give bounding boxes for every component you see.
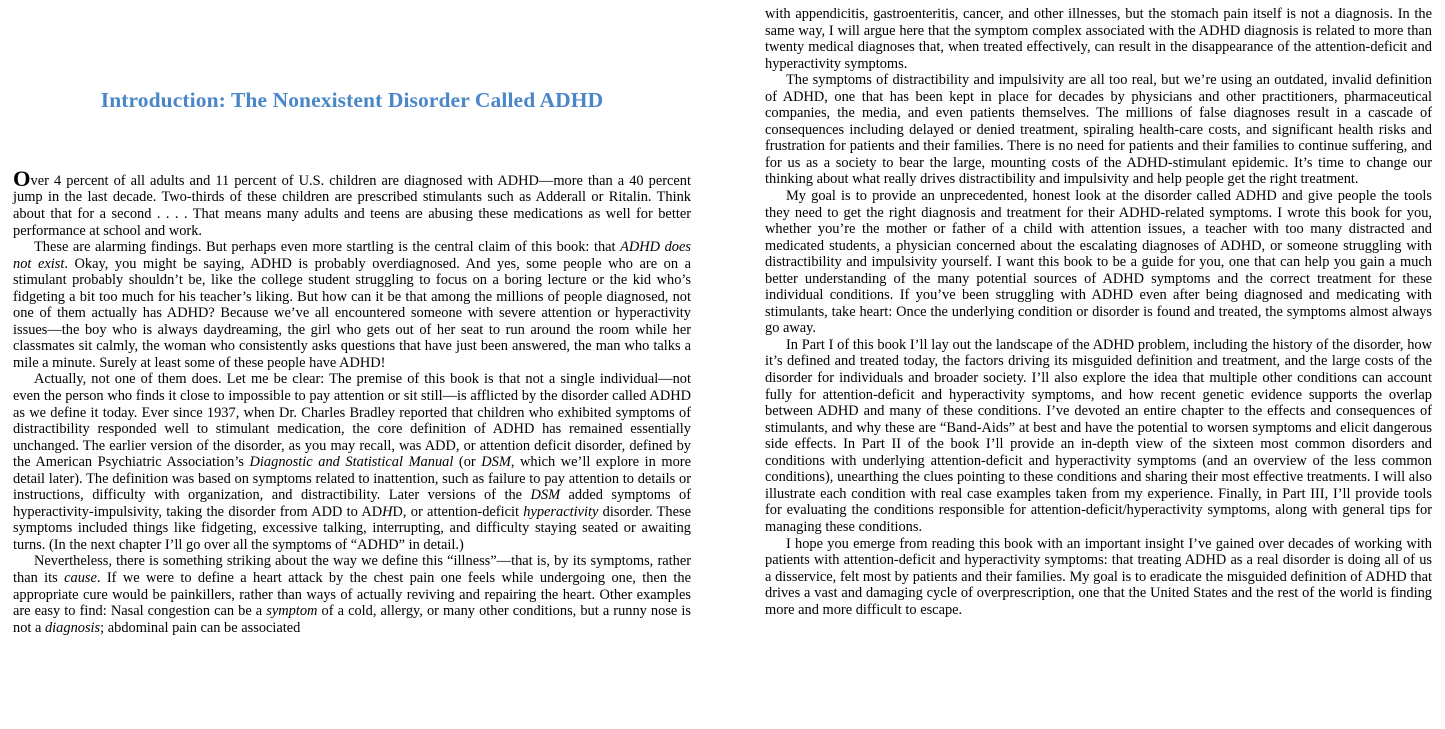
emphasis-symptom: symptom [266,603,318,620]
paragraph-4 [13,553,691,636]
drop-cap-initial: O [13,166,31,192]
paragraph-4-text-d: ; abdominal pain can be associated [100,619,301,636]
paragraph-3-text-a: Actually, not one of them does. Let me be clear: The premise of this book is that not a single individual—not even the person who finds it close to impossible to pay attention or sit still—is afflicted by the disorder called ADHD as we define it today. Ever since 1937, when Dr. Charles Bradley reported that children who exhibited symptoms of distractibility responded well to stimulant medication, the core definition of ADHD has remained essentially unchanged. The earlier version of the disorder, as you may recall, was ADD, or attention deficit disorder, defined by the American Psychiatric Association’s [13,371,691,471]
paragraph-1 [13,166,691,239]
paragraph-3-text-c: , which we’ll explore in more detail later). The definition was based on symptoms related to inattention, such as failure to pay attention to details or instructions, difficulty with organization, and distractibility. Later versions of the [13,454,691,504]
right-column [732,0,1445,618]
paragraph-4-text-a: Nevertheless, there is something striking about the way we define this “illness”—that is, by its symptoms, rather than its [13,553,691,586]
paragraph-2-text-b: . Okay, you might be saying, ADHD is probably overdiagnosed. And yes, some people who are on a stimulant probably shouldn’t be, like the college student struggling to focus on a boring lecture or the kid who’s fidgeting a bit too much for his teacher’s liking. But how can it be that among the millions of people diagnosed, not one of them actually has ADHD? Because we’ve all encountered someone with severe attention or hyperactivity issues—the boy who is always daydreaming, the girl who gets out of her seat to run around the room while her classmates sit calmly, the woman who consistently asks questions that have just been answered, the man who talks a mile a minute. Surely at least some of these people have ADHD! [13,255,691,371]
emphasis-dsm-title: Diagnostic and Statistical Manual [249,454,454,471]
paragraph-2 [13,239,691,371]
left-column-body [13,114,691,636]
paragraph-2-text-a: These are alarming findings. But perhaps even more startling is the central claim of this book: that [34,239,621,256]
emphasis-h-letter: H [382,503,393,520]
emphasis-cause: cause [64,570,97,586]
paragraph-3-text-d: added symptoms of hyperactivity-impulsivity, taking the disorder from ADD to AD [13,487,691,520]
paragraph-3-text-b: (or [453,454,482,471]
paragraph-4-text-b: . If we were to define a heart attack by the chest pain one feels while undergoing one, then the appropriate cure would be painkillers, rather than ways of actually reviving and repairing the heart. Other examples are easy to find: Nasal congestion can be a [13,570,691,620]
emphasis-hyperactivity: hyperactivity [523,503,599,520]
paragraph-8: In Part I of this book I’ll lay out the landscape of the ADHD problem, including the history of the disorder, how it’s defined and treated today, the factors driving its misguided definition and treatment, and the large costs of the disorder for individuals and broader society. I’ll also explore the idea that multiple other conditions can account fully for attention-deficit and hyperactivity symptoms, and how recent genetic evidence supports the overlap between ADHD and many of these conditions. I’ve devoted an entire chapter to the effects and consequences of stimulants, and why these are “Band-Aids” at best and have the potential to worsen symptoms and elicit dangerous side effects. In Part II of the book I’ll provide an in-depth view of the sixteen most common disorders and conditions with underlying attention-deficit and hyperactivity symptoms (and an overview of the less common conditions), unearthing the clues pointing to these conditions and sharing their most effective treatments. I will also illustrate each condition with real case examples taken from my experience. Finally, in Part III, I’ll provide tools for evaluating the conditions responsible for attention-deficit/hyperactivity symptoms, along with general tips for managing these conditions. [765,336,1432,535]
paragraph-3-text-e: D, or attention-deficit [392,503,524,520]
paragraph-3 [13,371,691,553]
left-column [0,0,732,636]
emphasis-dsm-1: DSM [481,454,511,471]
paragraph-4-text-c: of a cold, allergy, or many other conditions, but a runny nose is not a [13,603,691,636]
right-column-body [765,6,1432,618]
chapter-title: Introduction: The Nonexistent Disorder Called ADHD [100,88,604,112]
paragraph-7: My goal is to provide an unprecedented, honest look at the disorder called ADHD and give people the tools they need to get the right diagnosis and treatment for their ADHD-related symptoms. I wrote this book for you, whether you’re the mother or father of a child with attention issues, a teacher with too many distracted and medicated students, a physician concerned about the escalating diagnoses of ADHD, or someone struggling with distractibility and impulsivity yourself. I want this book to be a guide for you, one that can help you gain a much better understanding of the many potential sources of ADHD symptoms and the correct treatment for these individual conditions. If you’ve been struggling with ADHD even after being diagnosed and medicating with stimulants, take heart: Once the underlying condition or disorder is found and treated, the symptoms almost always go away. [765,188,1432,337]
paragraph-3-text-f: disorder. These symptoms included things like fidgeting, excessive talking, interrupting, and difficulty staying seated or awaiting turns. (In the next chapter I’ll go over all the symptoms of “ADHD” in detail.) [13,503,691,553]
paragraph-9: I hope you emerge from reading this book with an important insight I’ve gained over decades of working with patients with attention-deficit and hyperactivity symptoms: that treating ADHD as a real disorder is doing all of us a disservice, felt most by patients and their families. My goal is to eradicate the misguided definition of ADHD that drives a vast and damaging cycle of overprescription, one that the United States and the rest of the world is finding more and more difficult to escape. [765,535,1432,618]
paragraph-1-text: ver 4 percent of all adults and 11 percent of U.S. children are diagnosed with ADHD—more than a 40 percent jump in the last decade. Two-thirds of these children are prescribed stimulants such as Adderall or Ritalin. Think about that for a second . . . . That means many adults and teens are abusing these medications as well for better performance at school and work. [13,172,691,239]
paragraph-6: The symptoms of distractibility and impulsivity are all too real, but we’re using an outdated, invalid definition of ADHD, one that has been kept in place for decades by physicians and other practitioners, pharmaceutical companies, the media, and even patients themselves. The millions of false diagnoses result in a cascade of consequences including delayed or denied treatment, spiraling health-care costs, and significant health risks and frustration for patients and their families. There is no need for patients and their families to continue suffering, and for us as a society to bear the large, mounting costs of the ADHD-stimulant epidemic. It’s time to change our thinking about what really drives distractibility and impulsivity and help people get the right treatment. [765,72,1432,188]
emphasis-dsm-2: DSM [530,487,561,504]
emphasis-diagnosis: diagnosis [44,619,101,636]
paragraph-5: with appendicitis, gastroenteritis, cancer, and other illnesses, but the stomach pain itself is not a diagnosis. In the same way, I will argue here that the symptom complex associated with the ADHD diagnosis is related to more than twenty medical diagnoses that, when treated effectively, can result in the disappearance of the attention-deficit and hyperactivity symptoms. [765,6,1432,72]
emphasis-adhd-does-not-exist: ADHD does not exist [13,239,691,272]
